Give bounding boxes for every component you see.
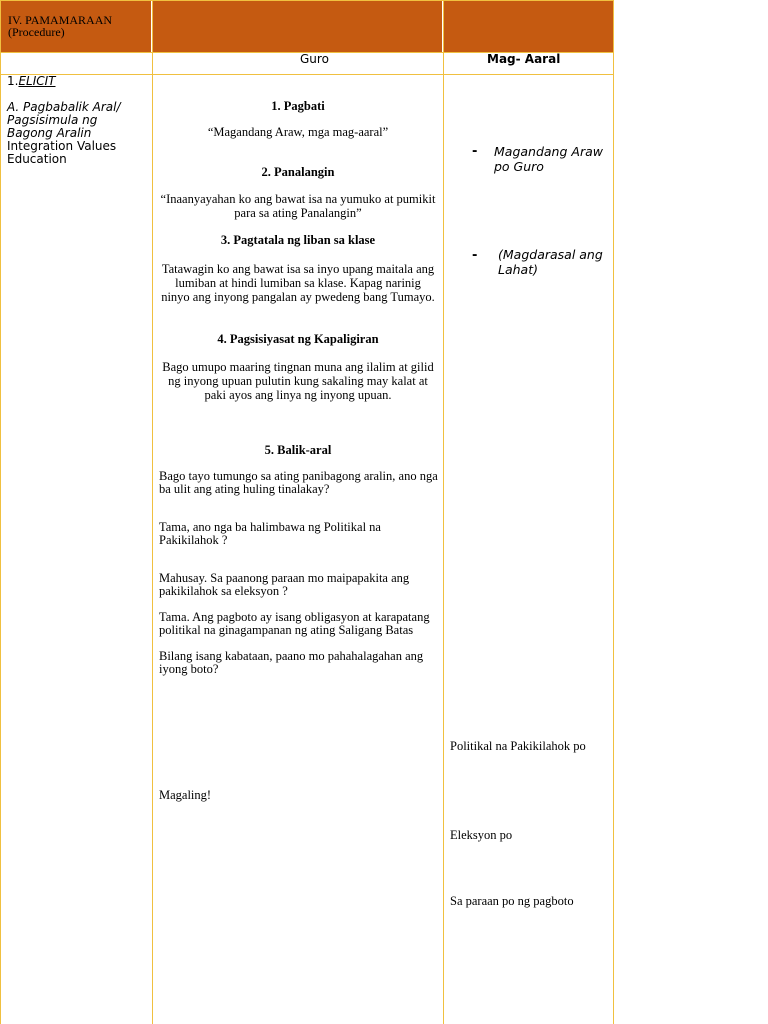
header-subtitle: (Procedure)	[8, 25, 65, 39]
header-cell-procedure	[1, 1, 151, 52]
step-5-title: 5. Balik-aral	[264, 443, 332, 457]
student-response-voting: Sa paraan po ng pagboto	[450, 894, 574, 908]
column-header-teacher: Guro	[300, 52, 329, 66]
grid-line-subheader-bottom	[0, 74, 614, 75]
bullet-dash-2: -	[472, 248, 478, 263]
step-3-title: 3. Pagtatala ng liban sa klase	[220, 233, 376, 247]
step-1-text: “Magandang Araw, mga mag-aaral”	[207, 125, 389, 139]
student-response-greeting: Magandang Araw po Guro	[494, 144, 603, 174]
student-response-prayer: (Magdarasal ang Lahat)	[498, 247, 603, 277]
step-1-title: 1. Pagbati	[271, 99, 325, 113]
grid-line-left	[0, 0, 1, 1024]
review-question-1: Bago tayo tumungo sa ating panibagong aralin, ano nga ba ulit ang ating huling tinalakay?	[159, 469, 438, 496]
step-2-text: “Inaanyayahan ko ang bawat isa na yumuko at pumikit para sa ating Panalangin”	[160, 192, 436, 220]
header-cell-teacher	[153, 1, 442, 52]
grid-line-right	[613, 0, 614, 1024]
integration-label-line1: Integration Values	[7, 139, 117, 153]
section-label-line3: Bagong Aralin	[7, 126, 92, 140]
step-label: ELICIT	[18, 74, 56, 88]
integration-label-line2: Education	[7, 152, 67, 166]
section-label-line1: A. Pagbabalik Aral/	[7, 100, 121, 114]
section-label-line2: Pagsisimula ng	[7, 113, 98, 127]
step-2-title: 2. Panalangin	[261, 165, 335, 179]
header-title-block	[8, 14, 112, 38]
review-question-5: Bilang isang kabataan, paano mo pahahalagahan ang iyong boto?	[159, 649, 424, 676]
step-4-text: Bago umupo maaring tingnan muna ang ilalim at gilid ng inyong upuan pulutin kung sakaling may kalat at paki ayos ang linya ng inyong upuan.	[162, 360, 434, 402]
grid-line-col1	[152, 0, 153, 1024]
grid-line-col2	[443, 0, 444, 1024]
column-header-student: Mag- Aaral	[487, 52, 561, 66]
review-question-3: Mahusay. Sa paanong paraan mo maipapakita ang pakikilahok sa eleksyon ?	[159, 571, 410, 598]
step-4-title: 4. Pagsisiyasat ng Kapaligiran	[217, 332, 379, 346]
review-question-4: Tama. Ang pagboto ay isang obligasyon at karapatang politikal na ginagampanan ng ating Saligang Batas	[159, 610, 430, 637]
bullet-dash-1: -	[472, 144, 478, 159]
grid-line-top	[0, 0, 614, 1]
header-title: IV. PAMAMARAAN	[8, 13, 113, 27]
review-question-2: Tama, ano nga ba halimbawa ng Politikal na Pakikilahok ?	[159, 520, 381, 547]
step-3-text: Tatawagin ko ang bawat isa sa inyo upang maitala ang lumiban at hindi lumiban sa klase. Kapag narinig ninyo ang inyong pangalan ay pwedeng bang Tumayo.	[161, 262, 435, 304]
student-response-political: Politikal na Pakikilahok po	[450, 739, 586, 753]
teacher-praise: Magaling!	[159, 788, 212, 802]
student-response-election: Eleksyon po	[450, 828, 513, 842]
header-cell-student	[444, 1, 613, 52]
step-elicit	[7, 75, 56, 88]
step-number: 1.	[7, 74, 19, 88]
